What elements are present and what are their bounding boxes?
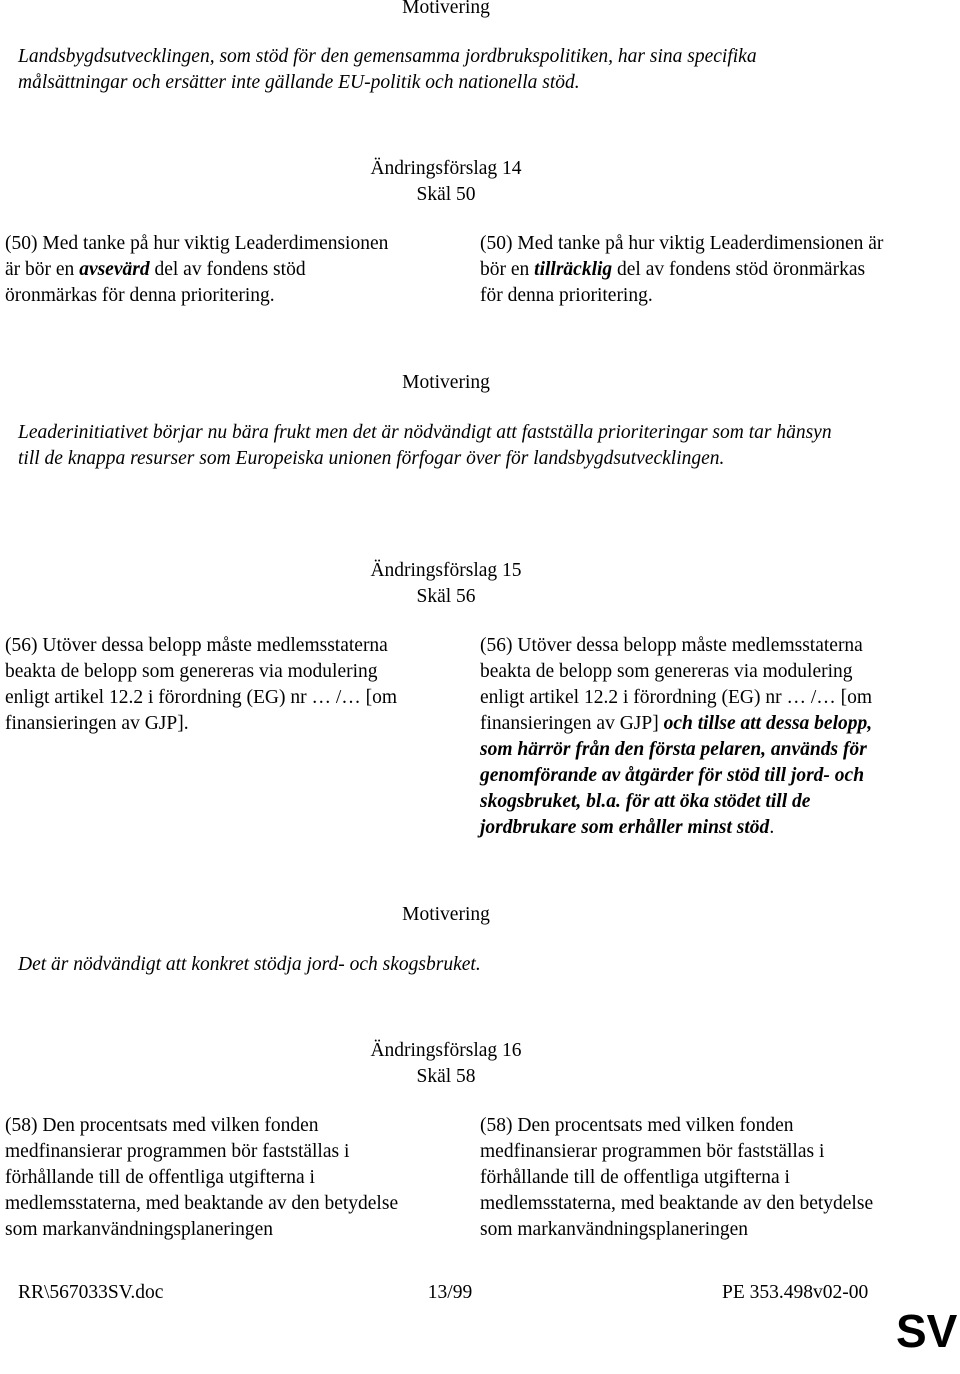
page-number: 13/99 bbox=[427, 1282, 473, 1303]
motivering-text: Det är nödvändigt att konkret stödja jord- och skogsbruket. bbox=[18, 954, 481, 975]
motivering-text: Leaderinitiativet börjar nu bära frukt men det är nödvändigt att fastställa prioriteringar som tar hänsyn till de knappa resurser som Europeiska unionen förfogar över för landsbygdsutvecklingen. bbox=[18, 422, 832, 469]
amended-emphasis: och tillse att dessa belopp, som härrör från den första pelaren, används för genomförande av åtgärder för stöd till jord- och skogsbruket, bl.a. för att öka stödet till de jordbrukare som erhåller minst stöd bbox=[480, 713, 873, 838]
document-reference: RR\567033SV.doc bbox=[18, 1282, 164, 1303]
amended-text: (58) Den procentsats med vilken fonden medfinansierar programmen bör fastställas i förhållande till de offentliga utgifterna i medlemsstaterna, med beaktande av den betydelse som markanvändningsplaneringen bbox=[480, 1115, 874, 1240]
motivering-heading: Motivering bbox=[402, 904, 490, 925]
pe-reference: PE 353.498v02-00 bbox=[722, 1282, 869, 1303]
recital-number: Skäl 56 bbox=[416, 586, 476, 607]
original-text: (50) Med tanke på hur viktig Leaderdimensionen är bör en avsevärd del av fondens stöd öronmärkas för denna prioritering. bbox=[5, 233, 389, 306]
amendment-title: Ändringsförslag 15 bbox=[370, 560, 522, 581]
recital-number: Skäl 50 bbox=[416, 184, 476, 205]
amendment-title: Ändringsförslag 14 bbox=[370, 158, 522, 179]
motivering-heading: Motivering bbox=[402, 372, 490, 393]
motivering-text: Landsbygdsutvecklingen, som stöd för den gemensamma jordbrukspolitiken, har sina specifika målsättningar och ersätter inte gällande EU-politik och nationella stöd. bbox=[18, 46, 757, 93]
amended-text: (56) Utöver dessa belopp måste medlemsstaterna beakta de belopp som genereras via modulering enligt artikel 12.2 i förordning (EG) nr … /… [om finansieringen av GJP] och tillse att dessa belopp, som härrör från den första pelaren, används för genomförande av åtgärder för stöd till jord- och skogsbruket, bl.a. för att öka stödet till de jordbrukare som erhåller minst stöd. bbox=[480, 635, 873, 838]
original-text: (56) Utöver dessa belopp måste medlemsstaterna beakta de belopp som genereras via modulering enligt artikel 12.2 i förordning (EG) nr … /… [om finansieringen av GJP]. bbox=[5, 635, 398, 734]
amended-text: (50) Med tanke på hur viktig Leaderdimensionen är bör en tillräcklig del av fondens stöd öronmärkas för denna prioritering. bbox=[480, 233, 884, 306]
amendment-title: Ändringsförslag 16 bbox=[370, 1040, 522, 1061]
motivering-heading: Motivering bbox=[402, 0, 490, 18]
amended-emphasis: tillräcklig bbox=[534, 259, 613, 280]
recital-number: Skäl 58 bbox=[416, 1066, 476, 1087]
deleted-emphasis: avsevärd bbox=[79, 259, 150, 280]
language-code: SV bbox=[896, 1305, 958, 1357]
original-text: (58) Den procentsats med vilken fonden medfinansierar programmen bör fastställas i förhållande till de offentliga utgifterna i medlemsstaterna, med beaktande av den betydelse som markanvändningsplaneringen bbox=[5, 1115, 399, 1240]
